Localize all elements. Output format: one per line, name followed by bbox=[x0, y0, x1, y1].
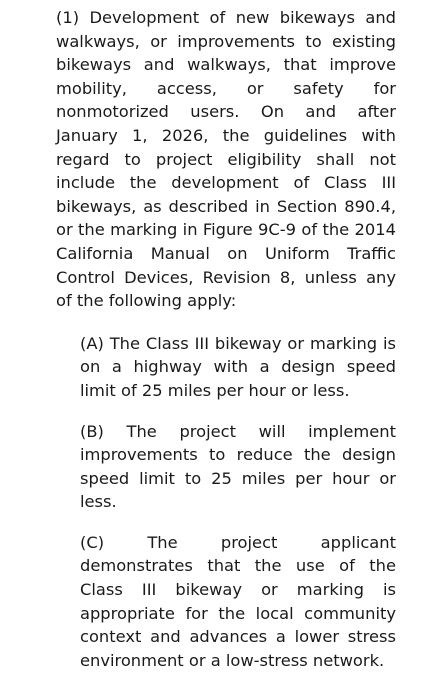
subparagraph-c: (C) The project applicant demonstrates that the use of the Class III bikeway or marking is appropriate for the local community context and advances a lower stress environment or a low-stress network. bbox=[80, 532, 396, 670]
main-paragraph: (1) Development of new bikeways and walkways, or improvements to existing bikeways and walkways, that improve mobility, access, or safety for nonmotorized users. On and after January 1, 2026, the guidelines with regard to project eligibility shall not include the development of Class III bikeways, as described in Section 890.4, or the marking in Figure 9C-9 of the 2014 California Manual on Uniform Traffic Control Devices, Revision 8, unless any of the following apply: bbox=[56, 8, 396, 311]
document-body bbox=[56, 6, 396, 672]
subparagraph-b: (B) The project will implement improvements to reduce the design speed limit to 25 miles per hour or less. bbox=[80, 421, 396, 512]
subparagraph-a: (A) The Class III bikeway or marking is on a highway with a design speed limit of 25 miles per hour or less. bbox=[80, 333, 396, 400]
